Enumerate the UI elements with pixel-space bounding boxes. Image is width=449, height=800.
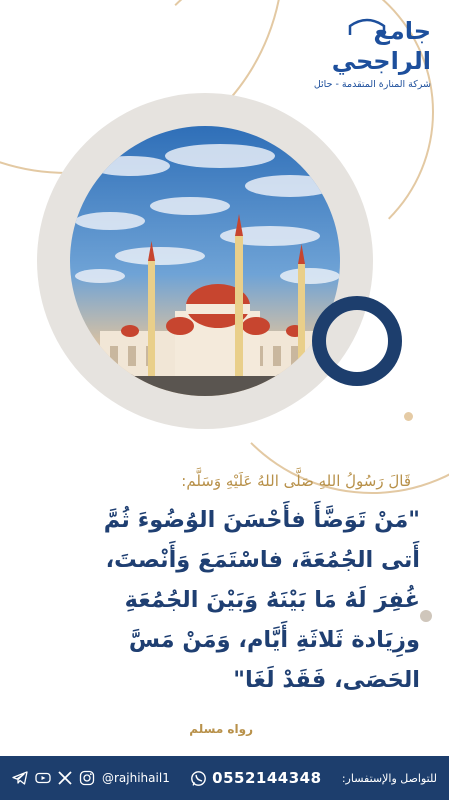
telegram-icon[interactable] xyxy=(12,770,28,786)
social-handle[interactable]: @rajhihail1 xyxy=(102,771,170,785)
contact-label: للتواصل والإستفسار: xyxy=(341,771,437,785)
decorative-navy-ring xyxy=(312,296,402,386)
logo-subtitle: شركة المنارة المتقدمة - حائل xyxy=(313,79,431,90)
hadith-source: رواه مسلم xyxy=(189,722,253,736)
youtube-icon[interactable] xyxy=(35,770,51,786)
decorative-dot xyxy=(404,412,413,421)
decorative-dot xyxy=(420,610,432,622)
hadith-intro: قَالَ رَسُولُ اللهِ صَلَّى اللهُ عَلَيْهِ وَسَلَّم: xyxy=(181,472,411,490)
mosque-photo xyxy=(70,126,340,396)
logo-name: جامع الراجحي xyxy=(331,17,431,75)
phone-number[interactable]: 0552144348 xyxy=(212,769,322,787)
x-icon[interactable] xyxy=(58,771,72,785)
hadith-line: وزِيَادة ثَلاثَةِ أَيَّام، وَمَنْ مَسَّ xyxy=(128,627,420,653)
whatsapp-contact[interactable] xyxy=(190,769,321,787)
hadith-text xyxy=(30,500,420,700)
instagram-icon[interactable] xyxy=(79,770,95,786)
social-icons xyxy=(12,770,170,786)
whatsapp-icon xyxy=(190,770,207,787)
mosque-arch-icon xyxy=(347,18,387,36)
hadith-line: غُفِرَ لَهُ مَا بَيْنَهُ وَبَيْنَ الجُمُعَةِ xyxy=(124,587,420,613)
contact-footer xyxy=(0,756,449,800)
hadith-line: الحَصَى، فَقَدْ لَغَا" xyxy=(233,667,420,693)
logo xyxy=(281,16,431,91)
hadith-line: أَتى الجُمُعَةَ، فاسْتَمَعَ وَأَنْصتَ، xyxy=(105,547,420,573)
hadith-line: "مَنْ تَوَضَّأَ فأَحْسَنَ الوُضُوءَ ثُمَّ xyxy=(103,507,420,533)
